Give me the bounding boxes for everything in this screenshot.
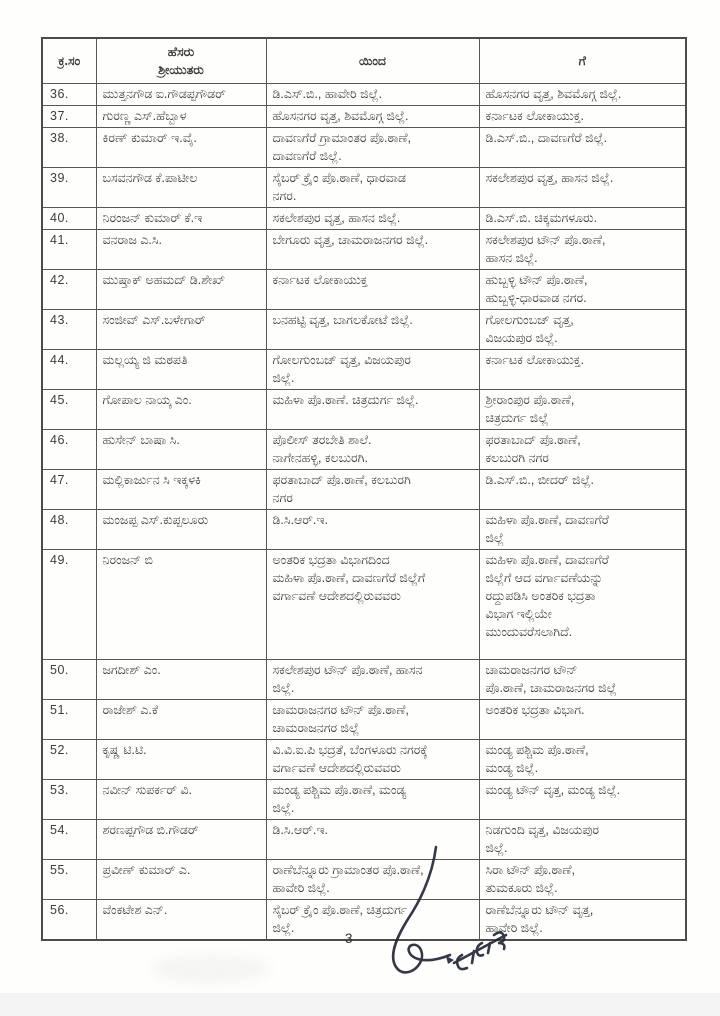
- row-from-posting: ಫರತಾಬಾದ್ ಪೊ.ಠಾಣೆ, ಕಲಬುರಗಿ ನಗರ: [266, 470, 479, 510]
- table-row: [42, 660, 686, 700]
- row-officer-name: ಮಲ್ಲಯ್ಯ ಜಿ ಮಠಪತಿ: [96, 350, 266, 390]
- row-officer-name: ಬಸವನಗೌಡ ಕೆ.ಪಾಟೀಲ: [96, 168, 266, 208]
- row-to-posting: ಫರತಾಬಾದ್ ಪೊ.ಠಾಣೆ, ಕಲಬುರಗಿ ನಗರ: [479, 430, 686, 470]
- row-from-posting: ಸೈಬರ್ ಕ್ರೈಂ ಪೊ.ಠಾಣೆ, ಚಿತ್ರದುರ್ಗ ಜಿಲ್ಲೆ.: [266, 900, 479, 941]
- row-serial-number: 54.: [42, 820, 96, 860]
- table-row: [42, 430, 686, 470]
- row-from-posting: ಮಹಿಳಾ ಪೊ.ಠಾಣೆ. ಚಿತ್ರದುರ್ಗ ಜಿಲ್ಲೆ.: [266, 390, 479, 430]
- row-to-posting: ಶ್ರೀರಾಂಪುರ ಪೊ.ಠಾಣೆ, ಚಿತ್ರದುರ್ಗ ಜಿಲ್ಲೆ: [479, 390, 686, 430]
- transfer-order-table: [41, 37, 687, 941]
- row-serial-number: 36.: [42, 84, 96, 106]
- row-to-posting: ಮಹಿಳಾ ಪೊ.ಠಾಣೆ, ದಾವಣಗೆರೆ ಜಿಲ್ಲೆ: [479, 510, 686, 550]
- table-row: [42, 84, 686, 106]
- row-from-posting: ಅಂತರಿಕ ಭದ್ರತಾ ವಿಭಾಗದಿಂದ ಮಹಿಳಾ ಪೊ.ಠಾಣೆ, ದಾವಣಗೆರೆ ಜಿಲ್ಲೆಗೆ ವರ್ಗಾವಣೆ ಆದೇಶದಲ್ಲಿರುವವರು: [266, 550, 479, 660]
- row-officer-name: ಮುತ್ತನಗೌಡ ಐ.ಗೌಡಪ್ಪಗೌಡರ್: [96, 84, 266, 106]
- row-to-posting: ರಾಣೆಬೆನ್ನೂರು ಟೌನ್ ವೃತ್ತ, ಹಾವೇರಿ ಜಿಲ್ಲೆ.: [479, 900, 686, 941]
- row-to-posting: ಅಂತರಿಕ ಭದ್ರತಾ ವಿಭಾಗ.: [479, 700, 686, 740]
- row-from-posting: ವಿ.ವಿ.ಐ.ಪಿ ಭದ್ರತೆ, ಬೆಂಗಳೂರು ನಗರಕ್ಕೆ ವರ್ಗಾವಣೆ ಆದೇಶದಲ್ಲಿರುವವರು: [266, 740, 479, 780]
- row-to-posting: ಸಕಲೇಶಪುರ ವೃತ್ತ, ಹಾಸನ ಜಿಲ್ಲೆ.: [479, 168, 686, 208]
- row-from-posting: ಸಕಲೇಶಪುರ ಟೌನ್ ಪೊ.ಠಾಣೆ, ಹಾಸನ ಜಿಲ್ಲೆ.: [266, 660, 479, 700]
- header-serial-number: ಕ್ರ.ಸಂ: [42, 38, 96, 84]
- row-serial-number: 43.: [42, 310, 96, 350]
- signature-loop: [393, 847, 450, 972]
- table-row: [42, 128, 686, 168]
- row-serial-number: 52.: [42, 740, 96, 780]
- row-from-posting: ಸೈಬರ್ ಕ್ರೈಂ ಪೊ.ಠಾಣೆ, ಧಾರವಾಡ ನಗರ.: [266, 168, 479, 208]
- row-from-posting: ಚಾಮರಾಜನಗರ ಟೌನ್ ಪೊ.ಠಾಣೆ, ಚಾಮರಾಜನಗರ ಜಿಲ್ಲೆ: [266, 700, 479, 740]
- row-officer-name: ಮಲ್ಲಿಕಾರ್ಜುನ ಸಿ ಇಕ್ಕಳಕಿ: [96, 470, 266, 510]
- row-from-posting: ಡಿ.ಎಸ್.ಬಿ., ಹಾವೇರಿ ಜಿಲ್ಲೆ.: [266, 84, 479, 106]
- row-officer-name: ಕೃಷ್ಣ ಟಿ.ಟಿ.: [96, 740, 266, 780]
- row-serial-number: 51.: [42, 700, 96, 740]
- row-officer-name: ಹುಸೇನ್ ಬಾಷಾ ಸಿ.: [96, 430, 266, 470]
- row-serial-number: 45.: [42, 390, 96, 430]
- row-serial-number: 37.: [42, 106, 96, 128]
- row-from-posting: ಪೊಲೀಸ್ ತರಬೇತಿ ಶಾಲೆ. ನಾಗೇನಹಳ್ಳಿ, ಕಲಬುರಗಿ.: [266, 430, 479, 470]
- table-row: [42, 230, 686, 270]
- row-to-posting: ಡಿ.ಎಸ್.ಬಿ., ದಾವಣಗೆರೆ ಜಿಲ್ಲೆ.: [479, 128, 686, 168]
- row-to-posting: ಕರ್ನಾಟಕ ಲೋಕಾಯುಕ್ತ.: [479, 350, 686, 390]
- row-officer-name: ಸಂಜೀವ್ ಎಸ್.ಬಳೇಗಾರ್: [96, 310, 266, 350]
- row-to-posting: ಸಿರಾ ಟೌನ್ ಪೊ.ಠಾಣೆ, ತುಮಕೂರು ಜಿಲ್ಲೆ.: [479, 860, 686, 900]
- signature-scribble: [358, 843, 518, 1003]
- row-to-posting: ಚಾಮರಾಜನಗರ ಟೌನ್ ಪೊ.ಠಾಣೆ, ಚಾಮರಾಜನಗರ ಜಿಲ್ಲೆ: [479, 660, 686, 700]
- row-from-posting: ಹೊಸನಗರ ವೃತ್ತ, ಶಿವಮೊಗ್ಗ ಜಿಲ್ಲೆ.: [266, 106, 479, 128]
- row-to-posting: ಹುಬ್ಬಳ್ಳಿ ಟೌನ್ ಪೊ.ಠಾಣೆ, ಹುಬ್ಬಳ್ಳಿ-ಧಾರವಾಡ ನಗರ.: [479, 270, 686, 310]
- row-officer-name: ಪ್ರವೀಣ್ ಕುಮಾರ್ ಎ.: [96, 860, 266, 900]
- table-row: [42, 208, 686, 230]
- row-to-posting: ಸಕಲೇಶಪುರ ಟೌನ್ ಪೊ.ಠಾಣೆ, ಹಾಸನ ಜಿಲ್ಲೆ.: [479, 230, 686, 270]
- row-officer-name: ವನರಾಜ ಎ.ಸಿ.: [96, 230, 266, 270]
- table-row: [42, 106, 686, 128]
- table-row: [42, 310, 686, 350]
- scan-smudge: [150, 955, 270, 983]
- row-from-posting: ಡಿ.ಸಿ.ಆರ್.ಇ.: [266, 510, 479, 550]
- table-header-row: [42, 38, 686, 84]
- row-serial-number: 56.: [42, 900, 96, 941]
- row-to-posting: ಡಿ.ಎಸ್.ಬಿ., ಬೀದರ್ ಜಿಲ್ಲೆ.: [479, 470, 686, 510]
- row-from-posting: ಬೇಗೂರು ವೃತ್ತ, ಚಾಮರಾಜನಗರ ಜಿಲ್ಲೆ.: [266, 230, 479, 270]
- row-from-posting: ದಾವಣಗೆರೆ ಗ್ರಾಮಾಂತರ ಪೊ.ಠಾಣೆ, ದಾವಣಗೆರೆ ಜಿಲ್ಲೆ.: [266, 128, 479, 168]
- row-to-posting: ನಿಡಗುಂದಿ ವೃತ್ತ, ವಿಜಯಪುರ ಜಿಲ್ಲೆ.: [479, 820, 686, 860]
- row-serial-number: 48.: [42, 510, 96, 550]
- table-row: [42, 700, 686, 740]
- signature-flourish: [454, 935, 506, 963]
- row-to-posting: ಗೋಲಗುಂಬಜ್ ವೃತ್ತ, ವಿಜಯಪುರ ಜಿಲ್ಲೆ.: [479, 310, 686, 350]
- table-body: [42, 84, 686, 941]
- row-from-posting: ರಾಣೆಬೆನ್ನೂರು ಗ್ರಾಮಾಂತರ ಪೊ.ಠಾಣೆ, ಹಾವೇರಿ ಜಿಲ್ಲೆ.: [266, 860, 479, 900]
- header-name: ಹೆಸರು ಶ್ರೀಯುತರು: [96, 38, 266, 84]
- table-row: [42, 470, 686, 510]
- table-row: [42, 740, 686, 780]
- row-officer-name: ಗುರಣ್ಣ ಎಸ್.ಹೆಬ್ಬಾಳ: [96, 106, 266, 128]
- row-officer-name: ಗೋಪಾಲ ನಾಯ್ಕ ಎಂ.: [96, 390, 266, 430]
- row-officer-name: ಮಂಜಪ್ಪ ಎಸ್.ಕುಪ್ಪಲೂರು: [96, 510, 266, 550]
- row-officer-name: ಶರಣಪ್ಪಗೌಡ ಬಿ.ಗೌಡರ್: [96, 820, 266, 860]
- table-row: [42, 550, 686, 660]
- row-serial-number: 42.: [42, 270, 96, 310]
- row-serial-number: 55.: [42, 860, 96, 900]
- row-serial-number: 40.: [42, 208, 96, 230]
- row-serial-number: 44.: [42, 350, 96, 390]
- page-number: 3: [345, 931, 353, 946]
- row-officer-name: ರಾಜೇಶ್ ಎ.ಕೆ: [96, 700, 266, 740]
- table-row: [42, 270, 686, 310]
- table-row: [42, 350, 686, 390]
- table-row: [42, 168, 686, 208]
- row-serial-number: 49.: [42, 550, 96, 660]
- row-serial-number: 53.: [42, 780, 96, 820]
- row-serial-number: 39.: [42, 168, 96, 208]
- row-officer-name: ನಿರಂಜನ್ ಕುಮಾರ್ ಕೆ.ಇ: [96, 208, 266, 230]
- row-officer-name: ಮುಷ್ತಾಕ್ ಅಹಮದ್ ಡಿ.ಶೇಖ್: [96, 270, 266, 310]
- row-officer-name: ಕಿರಣ್ ಕುಮಾರ್ ಇ.ವೈ.: [96, 128, 266, 168]
- row-to-posting: ಹೊಸನಗರ ವೃತ್ತ, ಶಿವಮೊಗ್ಗ ಜಿಲ್ಲೆ.: [479, 84, 686, 106]
- row-to-posting: ಮಂಡ್ಯ ಪಶ್ಚಿಮ ಪೊ.ಠಾಣೆ, ಮಂಡ್ಯ ಜಿಲ್ಲೆ.: [479, 740, 686, 780]
- row-from-posting: ಡಿ.ಸಿ.ಆರ್.ಇ.: [266, 820, 479, 860]
- row-from-posting: ಮಂಡ್ಯ ಪಶ್ಚಿಮ ಪೊ.ಠಾಣೆ, ಮಂಡ್ಯ ಜಿಲ್ಲೆ.: [266, 780, 479, 820]
- row-officer-name: ವೆಂಕಟೇಶ ಎನ್.: [96, 900, 266, 941]
- table-row: [42, 510, 686, 550]
- row-serial-number: 47.: [42, 470, 96, 510]
- row-to-posting: ಮಂಡ್ಯ ಟೌನ್ ವೃತ್ತ, ಮಂಡ್ಯ ಜಿಲ್ಲೆ.: [479, 780, 686, 820]
- table-row: [42, 390, 686, 430]
- header-to: ಗೆ: [479, 38, 686, 84]
- row-to-posting: ಡಿ.ಎಸ್.ಬಿ. ಚಿಕ್ಕಮಗಳೂರು.: [479, 208, 686, 230]
- row-serial-number: 46.: [42, 430, 96, 470]
- row-from-posting: ಕರ್ನಾಟಕ ಲೋಕಾಯುಕ್ತ: [266, 270, 479, 310]
- row-serial-number: 41.: [42, 230, 96, 270]
- table-row: [42, 780, 686, 820]
- row-to-posting: ಕರ್ನಾಟಕ ಲೋಕಾಯುಕ್ತ.: [479, 106, 686, 128]
- row-from-posting: ಸಕಲೇಶಪುರ ವೃತ್ತ, ಹಾಸನ ಜಿಲ್ಲೆ.: [266, 208, 479, 230]
- row-officer-name: ಜಗದೀಶ್ ಎಂ.: [96, 660, 266, 700]
- row-officer-name: ನವೀನ್ ಸುಪರ್ಕರ್ ವಿ.: [96, 780, 266, 820]
- row-serial-number: 38.: [42, 128, 96, 168]
- row-serial-number: 50.: [42, 660, 96, 700]
- row-from-posting: ಬನಹಟ್ಟಿ ವೃತ್ತ, ಬಾಗಲಕೋಟೆ ಜಿಲ್ಲೆ.: [266, 310, 479, 350]
- header-from: ಯಿಂದ: [266, 38, 479, 84]
- row-officer-name: ನಿರಂಜನ್ ಬಿ: [96, 550, 266, 660]
- row-from-posting: ಗೋಲಗುಂಬಜ್ ವೃತ್ತ, ವಿಜಯಪುರ ಜಿಲ್ಲೆ.: [266, 350, 479, 390]
- row-to-posting: ಮಹಿಳಾ ಪೊ.ಠಾಣೆ, ದಾವಣಗೆರೆ ಜಿಲ್ಲೆಗೆ ಆದ ವರ್ಗಾವಣೆಯನ್ನು ರದ್ದುಪಡಿಸಿ ಅಂತರಿಕ ಭದ್ರತಾ ವಿಭಾಗ ಇಲ್ಲಿಯೇ ಮುಂದುವರೆಸಲಾಗಿದೆ.: [479, 550, 686, 660]
